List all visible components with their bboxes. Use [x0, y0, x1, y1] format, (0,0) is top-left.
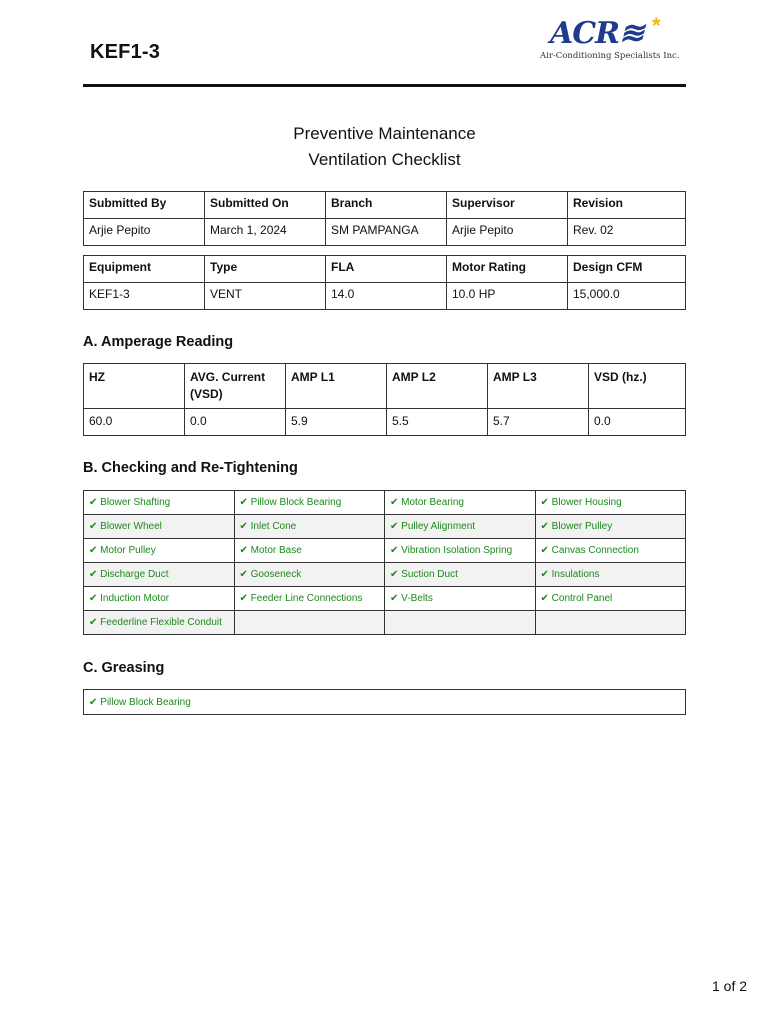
checking-row [84, 539, 686, 563]
check-item: ✔ Suction Duct [385, 563, 536, 587]
check-item: ✔ Feederline Flexible Conduit [84, 611, 235, 635]
submission-header-row [84, 192, 686, 219]
page-title [83, 121, 686, 173]
check-item: ✔ Motor Pulley [84, 539, 235, 563]
value-branch: SM PAMPANGA [326, 219, 447, 246]
submission-table [83, 191, 686, 246]
header-equipment: Equipment [84, 256, 205, 283]
equipment-table [83, 255, 686, 310]
value-vsd-hz: 0.0 [589, 409, 686, 436]
header-amp-l3: AMP L3 [488, 364, 589, 409]
value-type: VENT [205, 283, 326, 310]
section-b-title: B. Checking and Re-Tightening [83, 460, 298, 476]
check-item: ✔ Inlet Cone [234, 515, 385, 539]
value-equipment: KEF1-3 [84, 283, 205, 310]
check-item: ✔ Discharge Duct [84, 563, 235, 587]
check-item: ✔ Feeder Line Connections [234, 587, 385, 611]
header-hz: HZ [84, 364, 185, 409]
greasing-row [84, 690, 686, 715]
title-line-2: Ventilation Checklist [308, 150, 461, 169]
amperage-header-row [84, 364, 686, 409]
header-amp-l2: AMP L2 [387, 364, 488, 409]
header-branch: Branch [326, 192, 447, 219]
value-hz: 60.0 [84, 409, 185, 436]
check-item: ✔ Control Panel [535, 587, 686, 611]
check-item: ✔ Blower Wheel [84, 515, 235, 539]
value-amp-l3: 5.7 [488, 409, 589, 436]
amperage-table [83, 363, 686, 436]
value-submitted-on: March 1, 2024 [205, 219, 326, 246]
check-item: ✔ Blower Housing [535, 491, 686, 515]
check-item: ✔ Blower Shafting [84, 491, 235, 515]
value-design-cfm: 15,000.0 [568, 283, 686, 310]
checking-table [83, 490, 686, 635]
check-item: ✔ V-Belts [385, 587, 536, 611]
header-amp-l1: AMP L1 [286, 364, 387, 409]
header-vsd-hz: VSD (hz.) [589, 364, 686, 409]
document-id: KEF1-3 [90, 41, 161, 63]
header-supervisor: Supervisor [447, 192, 568, 219]
logo-subtitle: Air-Conditioning Specialists Inc. [540, 51, 680, 61]
check-item: ✔ Pillow Block Bearing [234, 491, 385, 515]
check-item-empty [535, 611, 686, 635]
value-avg-current: 0.0 [185, 409, 286, 436]
check-item: ✔ Insulations [535, 563, 686, 587]
value-motor-rating: 10.0 HP [447, 283, 568, 310]
value-revision: Rev. 02 [568, 219, 686, 246]
company-logo [536, 13, 686, 66]
grease-item: ✔ Pillow Block Bearing [84, 690, 686, 715]
value-supervisor: Arjie Pepito [447, 219, 568, 246]
section-c-title: C. Greasing [83, 660, 165, 676]
header-submitted-on: Submitted On [205, 192, 326, 219]
value-submitted-by: Arjie Pepito [84, 219, 205, 246]
checking-row [84, 515, 686, 539]
check-item: ✔ Blower Pulley [535, 515, 686, 539]
value-fla: 14.0 [326, 283, 447, 310]
check-item: ✔ Pulley Alignment [385, 515, 536, 539]
check-item: ✔ Vibration Isolation Spring [385, 539, 536, 563]
checking-row [84, 491, 686, 515]
check-item: ✔ Induction Motor [84, 587, 235, 611]
title-line-1: Preventive Maintenance [293, 124, 476, 143]
check-item-empty [385, 611, 536, 635]
header-type: Type [205, 256, 326, 283]
header-design-cfm: Design CFM [568, 256, 686, 283]
equipment-value-row [84, 283, 686, 310]
header-motor-rating: Motor Rating [447, 256, 568, 283]
checking-row [84, 587, 686, 611]
page-number: 1 of 2 [712, 978, 748, 994]
check-item-empty [234, 611, 385, 635]
logo-wordmark: ACR≋ [550, 16, 644, 51]
check-item: ✔ Motor Base [234, 539, 385, 563]
value-amp-l2: 5.5 [387, 409, 488, 436]
header-submitted-by: Submitted By [84, 192, 205, 219]
logo-star-icon: * [652, 13, 661, 38]
value-amp-l1: 5.9 [286, 409, 387, 436]
amperage-value-row [84, 409, 686, 436]
submission-value-row [84, 219, 686, 246]
header-avg-current: AVG. Current (VSD) [185, 364, 286, 409]
greasing-table [83, 689, 686, 715]
equipment-header-row [84, 256, 686, 283]
header-divider [83, 84, 686, 87]
checking-row [84, 611, 686, 635]
check-item: ✔ Motor Bearing [385, 491, 536, 515]
check-item: ✔ Canvas Connection [535, 539, 686, 563]
checking-row [84, 563, 686, 587]
check-item: ✔ Gooseneck [234, 563, 385, 587]
section-a-title: A. Amperage Reading [83, 334, 234, 350]
header-fla: FLA [326, 256, 447, 283]
header-revision: Revision [568, 192, 686, 219]
